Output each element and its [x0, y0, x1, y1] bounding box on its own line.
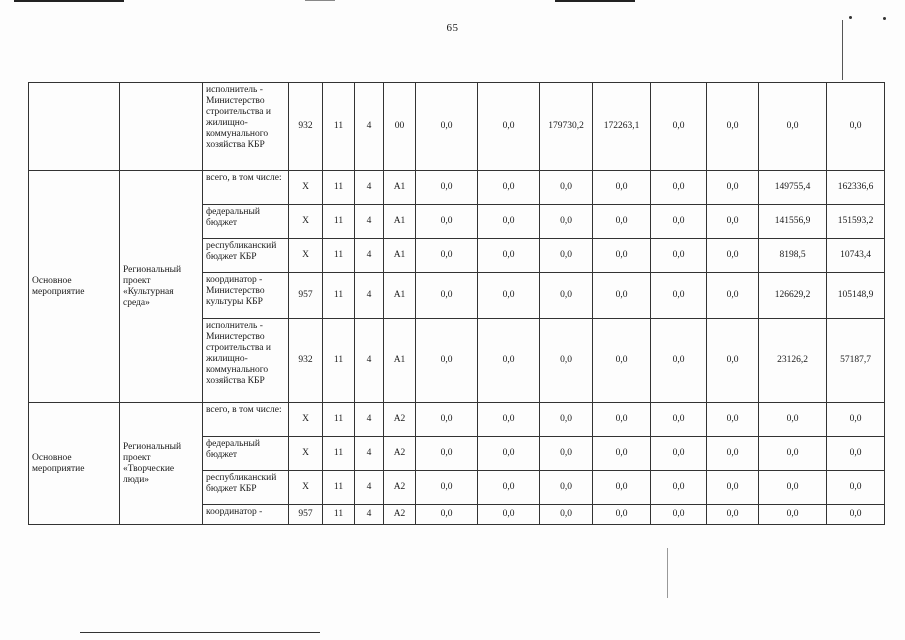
value-cell-v2: 0,0 [478, 403, 540, 437]
value-cell-v3: 0,0 [540, 437, 593, 471]
value-cell-v6: 0,0 [707, 205, 759, 239]
scan-mark-top-middle [305, 0, 335, 1]
code-cell-c2: 11 [323, 171, 355, 205]
value-cell-v5: 0,0 [651, 171, 707, 205]
project-label-cell: Региональный проект «Творческие люди» [120, 403, 203, 525]
code-cell-c1: 932 [289, 83, 323, 171]
code-cell-c3: 4 [355, 403, 384, 437]
value-cell-v6: 0,0 [707, 171, 759, 205]
margin-dot [883, 17, 886, 20]
funding-source-cell: всего, в том числе: [203, 403, 289, 437]
value-cell-v1: 0,0 [416, 505, 478, 525]
code-cell-c4: А2 [384, 505, 416, 525]
value-cell-v5: 0,0 [651, 273, 707, 319]
value-cell-v3: 0,0 [540, 239, 593, 273]
value-cell-v4: 0,0 [593, 205, 651, 239]
value-cell-v5: 0,0 [651, 471, 707, 505]
value-cell-v8: 0,0 [827, 471, 885, 505]
code-cell-c3: 4 [355, 83, 384, 171]
value-cell-v5: 0,0 [651, 319, 707, 403]
value-cell-v7: 141556,9 [759, 205, 827, 239]
value-cell-v8: 0,0 [827, 403, 885, 437]
value-cell-v4: 0,0 [593, 471, 651, 505]
code-cell-c2: 11 [323, 437, 355, 471]
funding-source-cell: республиканский бюджет КБР [203, 239, 289, 273]
value-cell-v4: 0,0 [593, 403, 651, 437]
value-cell-v6: 0,0 [707, 437, 759, 471]
margin-dot [849, 16, 852, 19]
code-cell-c2: 11 [323, 471, 355, 505]
funding-source-cell: всего, в том числе: [203, 171, 289, 205]
value-cell-v4: 0,0 [593, 273, 651, 319]
value-cell-v1: 0,0 [416, 239, 478, 273]
value-cell-v3: 0,0 [540, 471, 593, 505]
code-cell-c2: 11 [323, 403, 355, 437]
value-cell-v8: 105148,9 [827, 273, 885, 319]
code-cell-c3: 4 [355, 437, 384, 471]
value-cell-v7: 126629,2 [759, 273, 827, 319]
project-label-cell [120, 83, 203, 171]
value-cell-v6: 0,0 [707, 319, 759, 403]
value-cell-v8: 57187,7 [827, 319, 885, 403]
value-cell-v3: 0,0 [540, 273, 593, 319]
code-cell-c3: 4 [355, 471, 384, 505]
code-cell-c4: А1 [384, 205, 416, 239]
value-cell-v8: 162336,6 [827, 171, 885, 205]
value-cell-v6: 0,0 [707, 403, 759, 437]
value-cell-v2: 0,0 [478, 471, 540, 505]
value-cell-v5: 0,0 [651, 437, 707, 471]
value-cell-v2: 0,0 [478, 437, 540, 471]
value-cell-v7: 0,0 [759, 471, 827, 505]
fold-line-bottom [667, 548, 668, 598]
code-cell-c4: А2 [384, 437, 416, 471]
code-cell-c2: 11 [323, 319, 355, 403]
value-cell-v2: 0,0 [478, 239, 540, 273]
value-cell-v2: 0,0 [478, 505, 540, 525]
value-cell-v5: 0,0 [651, 205, 707, 239]
code-cell-c4: А1 [384, 239, 416, 273]
value-cell-v8: 10743,4 [827, 239, 885, 273]
value-cell-v3: 0,0 [540, 403, 593, 437]
scan-mark-top-left [14, 0, 124, 2]
value-cell-v6: 0,0 [707, 83, 759, 171]
value-cell-v7: 8198,5 [759, 239, 827, 273]
code-cell-c4: А1 [384, 319, 416, 403]
code-cell-c3: 4 [355, 171, 384, 205]
value-cell-v6: 0,0 [707, 273, 759, 319]
code-cell-c3: 4 [355, 273, 384, 319]
value-cell-v2: 0,0 [478, 171, 540, 205]
code-cell-c2: 11 [323, 273, 355, 319]
code-cell-c2: 11 [323, 505, 355, 525]
value-cell-v2: 0,0 [478, 319, 540, 403]
funding-source-cell: федеральный бюджет [203, 205, 289, 239]
funding-source-cell: координатор - Министерство культуры КБР [203, 273, 289, 319]
value-cell-v4: 0,0 [593, 505, 651, 525]
value-cell-v4: 0,0 [593, 319, 651, 403]
value-cell-v3: 0,0 [540, 171, 593, 205]
value-cell-v7: 0,0 [759, 437, 827, 471]
value-cell-v2: 0,0 [478, 83, 540, 171]
value-cell-v1: 0,0 [416, 319, 478, 403]
value-cell-v3: 0,0 [540, 205, 593, 239]
code-cell-c1: X [289, 403, 323, 437]
fold-line-top [842, 20, 843, 80]
project-label-cell: Региональный проект «Культурная среда» [120, 171, 203, 403]
code-cell-c1: 957 [289, 273, 323, 319]
code-cell-c4: А2 [384, 403, 416, 437]
value-cell-v5: 0,0 [651, 403, 707, 437]
budget-table-body [29, 83, 885, 525]
funding-source-cell: республиканский бюджет КБР [203, 471, 289, 505]
value-cell-v8: 0,0 [827, 83, 885, 171]
value-cell-v6: 0,0 [707, 471, 759, 505]
code-cell-c1: X [289, 205, 323, 239]
group-label-cell: Основное мероприятие [29, 171, 120, 403]
code-cell-c4: А1 [384, 273, 416, 319]
value-cell-v4: 0,0 [593, 171, 651, 205]
value-cell-v1: 0,0 [416, 437, 478, 471]
table-row [29, 403, 885, 437]
code-cell-c2: 11 [323, 239, 355, 273]
group-label-cell [29, 83, 120, 171]
value-cell-v1: 0,0 [416, 403, 478, 437]
value-cell-v1: 0,0 [416, 83, 478, 171]
value-cell-v4: 172263,1 [593, 83, 651, 171]
code-cell-c4: А1 [384, 171, 416, 205]
code-cell-c2: 11 [323, 205, 355, 239]
code-cell-c4: А2 [384, 471, 416, 505]
value-cell-v4: 0,0 [593, 239, 651, 273]
value-cell-v3: 0,0 [540, 505, 593, 525]
value-cell-v4: 0,0 [593, 437, 651, 471]
value-cell-v7: 23126,2 [759, 319, 827, 403]
code-cell-c1: X [289, 437, 323, 471]
value-cell-v6: 0,0 [707, 505, 759, 525]
value-cell-v1: 0,0 [416, 273, 478, 319]
value-cell-v3: 0,0 [540, 319, 593, 403]
value-cell-v5: 0,0 [651, 83, 707, 171]
value-cell-v8: 151593,2 [827, 205, 885, 239]
code-cell-c1: X [289, 471, 323, 505]
code-cell-c3: 4 [355, 239, 384, 273]
value-cell-v1: 0,0 [416, 205, 478, 239]
value-cell-v6: 0,0 [707, 239, 759, 273]
scan-mark-top-right [555, 0, 635, 2]
funding-source-cell: федеральный бюджет [203, 437, 289, 471]
value-cell-v7: 0,0 [759, 83, 827, 171]
code-cell-c4: 00 [384, 83, 416, 171]
page-number: 65 [446, 22, 459, 34]
value-cell-v2: 0,0 [478, 273, 540, 319]
value-cell-v7: 0,0 [759, 403, 827, 437]
code-cell-c1: 932 [289, 319, 323, 403]
table-row [29, 171, 885, 205]
code-cell-c1: X [289, 239, 323, 273]
code-cell-c1: X [289, 171, 323, 205]
value-cell-v5: 0,0 [651, 505, 707, 525]
funding-source-cell: исполнитель - Министерство строительства и жилищно-коммунального хозяйства КБР [203, 319, 289, 403]
value-cell-v3: 179730,2 [540, 83, 593, 171]
bottom-rule [80, 632, 320, 633]
value-cell-v5: 0,0 [651, 239, 707, 273]
value-cell-v1: 0,0 [416, 471, 478, 505]
value-cell-v7: 149755,4 [759, 171, 827, 205]
value-cell-v7: 0,0 [759, 505, 827, 525]
table-row [29, 83, 885, 171]
value-cell-v8: 0,0 [827, 505, 885, 525]
code-cell-c1: 957 [289, 505, 323, 525]
value-cell-v2: 0,0 [478, 205, 540, 239]
code-cell-c3: 4 [355, 205, 384, 239]
code-cell-c2: 11 [323, 83, 355, 171]
funding-source-cell: исполнитель - Министерство строительства и жилищно-коммунального хозяйства КБР [203, 83, 289, 171]
value-cell-v8: 0,0 [827, 437, 885, 471]
value-cell-v1: 0,0 [416, 171, 478, 205]
group-label-cell: Основное мероприятие [29, 403, 120, 525]
budget-table [28, 82, 885, 525]
code-cell-c3: 4 [355, 319, 384, 403]
code-cell-c3: 4 [355, 505, 384, 525]
funding-source-cell: координатор - [203, 505, 289, 525]
